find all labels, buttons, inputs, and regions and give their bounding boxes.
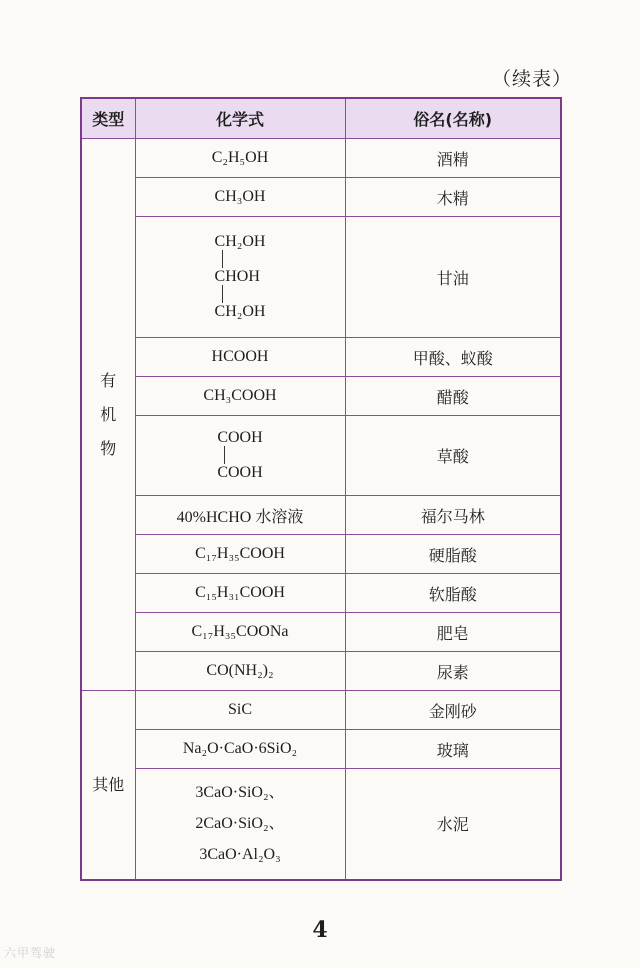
header-formula: 化学式 bbox=[135, 98, 345, 139]
formula-cell: C₁₅H₃₁COOH bbox=[135, 574, 345, 613]
formula-line: CH₂OH bbox=[214, 303, 266, 320]
group-organic-char: 物 bbox=[100, 438, 117, 458]
formula-line: 3CaO·SiO₂、 bbox=[195, 784, 285, 802]
group-organic bbox=[81, 139, 135, 691]
group-other: 其他 bbox=[81, 691, 135, 880]
formula-line: CH₂OH bbox=[214, 233, 266, 250]
table-row bbox=[81, 178, 561, 217]
formula-cell-cement bbox=[135, 769, 345, 880]
formula-cell: Na₂O·CaO·6SiO₂ bbox=[135, 730, 345, 769]
formula-cell: CH₃OH bbox=[135, 178, 345, 217]
formula-line: COOH bbox=[217, 429, 263, 446]
structural-formula bbox=[215, 233, 266, 320]
name-cell: 福尔马林 bbox=[345, 496, 561, 535]
name-cell: 肥皂 bbox=[345, 613, 561, 652]
name-cell: 金刚砂 bbox=[345, 691, 561, 730]
formula-cell: CO(NH₂)₂ bbox=[135, 652, 345, 691]
name-cell: 软脂酸 bbox=[345, 574, 561, 613]
formula-cell: HCOOH bbox=[135, 338, 345, 377]
watermark-text: 六甲驾驶 bbox=[4, 946, 57, 960]
name-cell: 酒精 bbox=[345, 139, 561, 178]
table-row bbox=[81, 652, 561, 691]
name-cell: 木精 bbox=[345, 178, 561, 217]
formula-cell-oxalic bbox=[135, 416, 345, 496]
bond-line bbox=[222, 250, 223, 268]
formula-cell: C₂H₅OH bbox=[135, 139, 345, 178]
name-cell: 水泥 bbox=[345, 769, 561, 880]
table-row bbox=[81, 613, 561, 652]
header-type: 类型 bbox=[81, 98, 135, 139]
name-cell: 醋酸 bbox=[345, 377, 561, 416]
name-cell: 草酸 bbox=[345, 416, 561, 496]
table-row bbox=[81, 217, 561, 338]
table-row bbox=[81, 691, 561, 730]
bond-line bbox=[224, 446, 225, 464]
table-row bbox=[81, 574, 561, 613]
table-row bbox=[81, 730, 561, 769]
name-cell: 硬脂酸 bbox=[345, 535, 561, 574]
chemical-names-table bbox=[80, 97, 562, 881]
group-organic-char: 机 bbox=[100, 404, 117, 424]
table-row bbox=[81, 535, 561, 574]
table-row bbox=[81, 377, 561, 416]
formula-cell: 40%HCHO 水溶液 bbox=[135, 496, 345, 535]
formula-cell: SiC bbox=[135, 691, 345, 730]
page-number: 4 bbox=[312, 917, 328, 943]
table-header-row bbox=[81, 98, 561, 139]
formula-line: 2CaO·SiO₂、 bbox=[195, 815, 285, 833]
name-cell: 甲酸、蚁酸 bbox=[345, 338, 561, 377]
formula-line: CHOH bbox=[214, 268, 260, 285]
formula-line: 3CaO·Al₂O₃ bbox=[199, 846, 281, 864]
name-cell: 尿素 bbox=[345, 652, 561, 691]
table-row bbox=[81, 496, 561, 535]
continued-label: （续表） bbox=[492, 68, 573, 90]
name-cell: 甘油 bbox=[345, 217, 561, 338]
header-common-name: 俗名(名称) bbox=[345, 98, 561, 139]
table-row bbox=[81, 769, 561, 880]
formula-cell-glycerol bbox=[135, 217, 345, 338]
table-row bbox=[81, 139, 561, 178]
formula-cell: C₁₇H₃₅COONa bbox=[135, 613, 345, 652]
formula-line: COOH bbox=[217, 464, 263, 481]
structural-formula bbox=[217, 429, 262, 481]
name-cell: 玻璃 bbox=[345, 730, 561, 769]
formula-cell: C₁₇H₃₅COOH bbox=[135, 535, 345, 574]
group-organic-char: 有 bbox=[100, 370, 117, 390]
table-row bbox=[81, 338, 561, 377]
table-row bbox=[81, 416, 561, 496]
formula-cell: CH₃COOH bbox=[135, 377, 345, 416]
bond-line bbox=[222, 285, 223, 303]
